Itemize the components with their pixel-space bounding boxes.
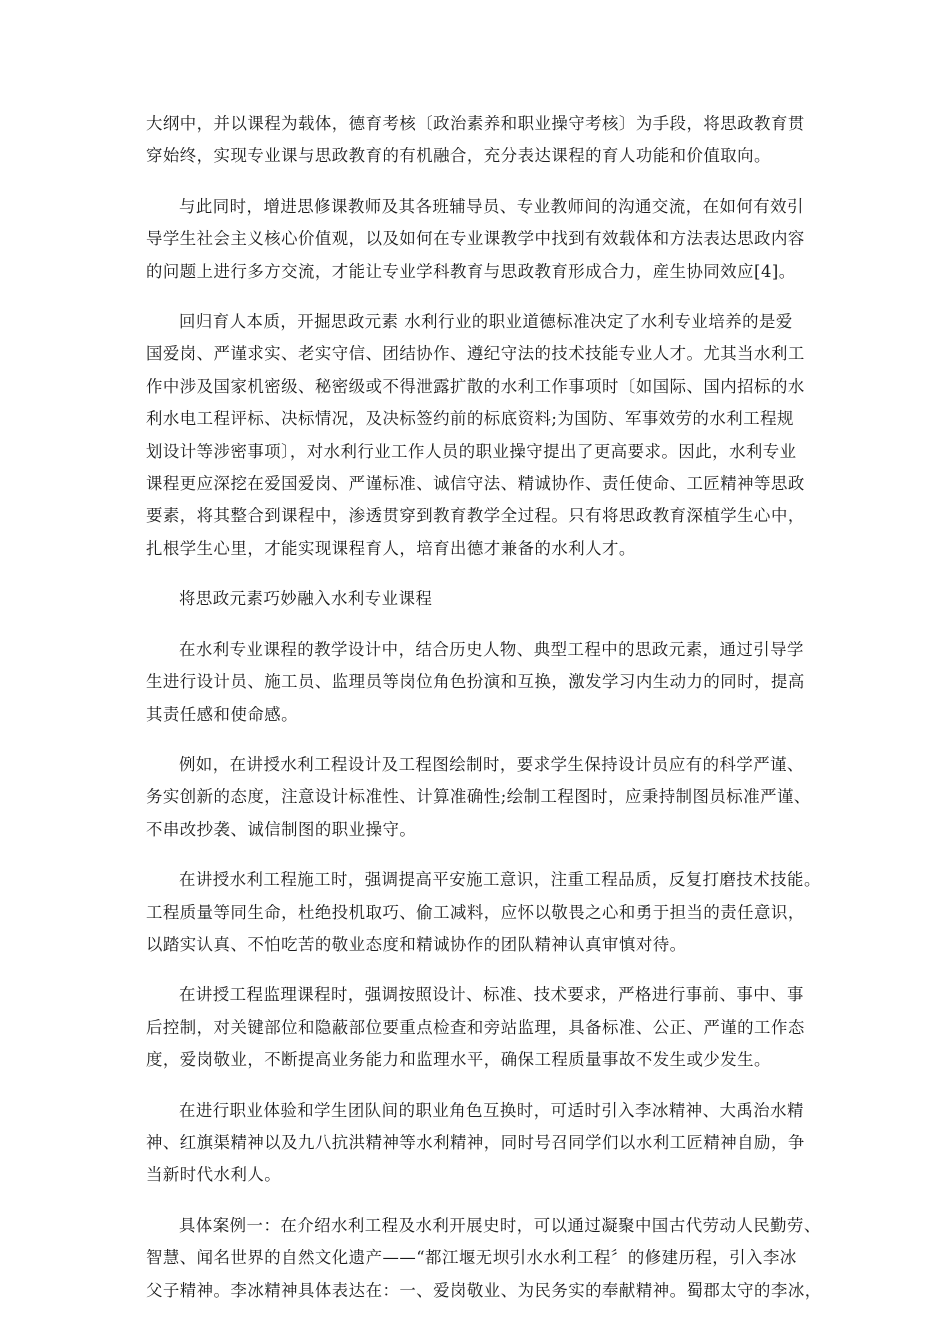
text-line: 的问题上进行多方交流，才能让专业学科教育与思政教育形成合力，産生协同效应[4]。 [146,261,796,281]
text-line: 在水利专业课程的教学设计中，结合历史人物、典型工程中的思政元素，通过引导学 [179,639,804,659]
text-line: 扎根学生心里，才能实现课程育人，培育出德才兼备的水利人才。 [146,538,636,558]
text-line: 要素，将其整合到课程中，渗透贯穿到教育教学全过程。只有将思政教育深植学生心中， [146,506,805,526]
text-line: 在讲授工程监理课程时，强调按照设计、标准、技术要求，严格进行事前、事中、事 [179,985,804,1005]
text-line: 课程更应深挖在爱国爱岗、严谨标准、诚信守法、精诚协作、责任使命、工匠精神等思政 [146,474,805,494]
text-line: 具体案例一：在介绍水利工程及水利开展史时，可以通过凝聚中国古代劳动人民勤劳、 [179,1215,821,1235]
text-line: 划设计等涉密事项〕，对水利行业工作人员的职业操守提出了更高要求。因此，水利专业 [146,441,797,461]
text-line: 务实创新的态度，注意设计标准性、计算准确性;绘制工程图时，应秉持制图员标准严谨、 [146,787,811,807]
text-line: 度，爱岗敬业，不断提高业务能力和监理水平，确保工程质量事故不发生或少发生。 [146,1050,771,1070]
text-line: 与此同时，增进思修课教师及其各班辅导员、专业教师间的沟通交流，在如何有效引 [179,196,804,216]
text-line: 利水电工程评标、决标情况，及决标签约前的标底资料;为国防、军事效劳的水利工程规 [146,409,794,429]
section-heading: 将思政元素巧妙融入水利专业课程 [179,589,433,609]
text-line: 生进行设计员、施工员、监理员等岗位角色扮演和互换，激发学习内生动力的同时，提高 [146,672,805,692]
paragraph-2 [146,191,805,288]
text-line: 父子精神。李冰精神具体表达在：一、爱岗敬业、为民务实的奉献精神。蜀郡太守的李冰， [146,1280,822,1300]
text-line: 其责任感和使命感。 [146,704,299,724]
text-line: 在进行职业体验和学生团队间的职业角色互换时，可适时引入李冰精神、大禹治水精 [179,1100,804,1120]
text-line: 回归育人本质，开掘思政元素 水利行业的职业道德标准决定了水利专业培养的是爱 [179,312,793,332]
paragraph-7 [146,979,805,1076]
text-line: 当新时代水利人。 [146,1165,282,1185]
paragraph-8 [146,1095,805,1192]
paragraph-4 [146,634,805,731]
text-line: 在讲授水利工程施工时，强调提高平安施工意识，注重工程品质，反复打磨技术技能。 [179,870,821,890]
text-line: 穿始终，实现专业课与思政教育的有机融合，充分表达课程的育人功能和价值取向。 [146,146,771,166]
text-line: 神、红旗渠精神以及九八抗洪精神等水利精神，同时号召同学们以水利工匠精神自励，争 [146,1132,805,1152]
text-line: 以踏实认真、不怕吃苦的敬业态度和精诚协作的团队精神认真审慎对待。 [146,934,687,954]
paragraph-6 [146,864,821,961]
paragraph-5 [146,749,811,846]
text-line: 智慧、闻名世界的自然文化遗产——“都江堰无坝引水水利工程〞的修建历程，引入李冰 [146,1248,797,1268]
text-line: 导学生社会主义核心价值观，以及如何在专业课教学中找到有效载体和方法表达思政内容 [146,229,805,249]
text-line: 国爱岗、严谨求实、老实守信、团结协作、遵纪守法的技术技能专业人才。尤其当水利工 [146,344,805,364]
text-line: 后控制，对关键部位和隐蔽部位要重点检查和旁站监理，具备标准、公正、严谨的工作态 [146,1017,805,1037]
text-line: 不串改抄袭、诚信制图的职业操守。 [146,819,417,839]
text-line: 例如，在讲授水利工程设计及工程图绘制时，要求学生保持设计员应有的科学严谨、 [179,754,804,774]
text-line: 工程质量等同生命，杜绝投机取巧、偷工减料，应怀以敬畏之心和勇于担当的责任意识， [146,902,805,922]
text-line: 大纲中，并以课程为载体，德育考核〔政治素养和职业操守考核〕为手段，将思政教育贯 [146,114,805,133]
paragraph-1 [146,108,805,173]
text-line: 作中涉及国家机密级、秘密级或不得泄露扩散的水利工作事项时〔如国际、国内招标的水 [146,376,805,396]
paragraph-9 [146,1210,822,1307]
paragraph-3 [146,306,805,565]
document-page [146,108,822,1325]
